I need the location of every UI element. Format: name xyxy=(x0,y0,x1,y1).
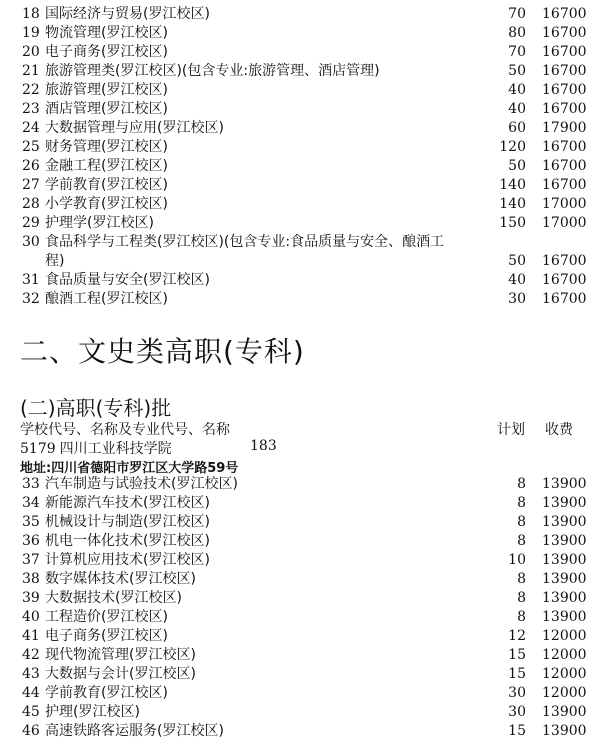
row-number: 40 xyxy=(22,609,40,625)
row-number: 25 xyxy=(22,139,40,155)
tuition-fee: 16700 xyxy=(542,25,587,41)
row-number: 19 xyxy=(22,25,40,41)
tuition-fee: 16700 xyxy=(542,139,587,155)
table-row xyxy=(0,24,600,43)
row-number: 36 xyxy=(22,533,40,549)
plan-count: 140 xyxy=(499,177,526,193)
table-row xyxy=(0,119,600,138)
table-row xyxy=(0,252,600,271)
row-number: 23 xyxy=(22,101,40,117)
table-row xyxy=(0,43,600,62)
row-number: 45 xyxy=(22,704,40,720)
plan-count: 8 xyxy=(517,533,526,549)
tuition-fee: 13900 xyxy=(542,590,587,606)
major-name: 护理学(罗江校区) xyxy=(45,215,154,231)
plan-count: 8 xyxy=(517,495,526,511)
plan-count: 15 xyxy=(508,647,526,663)
plan-count: 50 xyxy=(508,158,526,174)
major-name: 酒店管理(罗江校区) xyxy=(45,101,168,117)
major-name: 机电一体化技术(罗江校区) xyxy=(45,533,210,549)
row-number: 41 xyxy=(22,628,40,644)
row-number: 42 xyxy=(22,647,40,663)
major-name: 旅游管理类(罗江校区)(包含专业:旅游管理、酒店管理) xyxy=(45,63,380,79)
table-row xyxy=(0,665,600,684)
table-row xyxy=(0,589,600,608)
plan-count: 50 xyxy=(508,63,526,79)
table-row xyxy=(0,214,600,233)
major-name: 工程造价(罗江校区) xyxy=(45,609,168,625)
tuition-fee: 16700 xyxy=(542,63,587,79)
tuition-fee: 17000 xyxy=(542,196,587,212)
row-number: 22 xyxy=(22,82,40,98)
tuition-fee: 13900 xyxy=(542,609,587,625)
major-name: 物流管理(罗江校区) xyxy=(45,25,168,41)
tuition-fee: 12000 xyxy=(542,628,587,644)
table-row xyxy=(0,646,600,665)
plan-count: 70 xyxy=(508,44,526,60)
major-name: 高速铁路客运服务(罗江校区) xyxy=(45,723,224,739)
table-row xyxy=(0,551,600,570)
section-title: 二、文史类高职(专科) xyxy=(20,335,305,368)
major-name: 旅游管理(罗江校区) xyxy=(45,82,168,98)
column-header-label: 学校代号、名称及专业代号、名称 xyxy=(20,422,230,438)
major-name: 大数据与会计(罗江校区) xyxy=(45,666,196,682)
row-number: 24 xyxy=(22,120,40,136)
major-name: 机械设计与制造(罗江校区) xyxy=(45,514,210,530)
plan-count: 150 xyxy=(499,215,526,231)
tuition-fee: 13900 xyxy=(542,533,587,549)
major-name: 食品科学与工程类(罗江校区)(包含专业:食品质量与安全、酿酒工 xyxy=(45,234,445,250)
major-name: 计算机应用技术(罗江校区) xyxy=(45,552,210,568)
row-number: 32 xyxy=(22,291,40,307)
table-row xyxy=(0,81,600,100)
table-row xyxy=(0,5,600,24)
table-row xyxy=(0,570,600,589)
major-name: 小学教育(罗江校区) xyxy=(45,196,168,212)
plan-count: 40 xyxy=(508,272,526,288)
plan-count: 120 xyxy=(499,139,526,155)
column-header-plan: 计划 xyxy=(497,422,525,438)
table-row xyxy=(0,233,600,252)
row-number: 44 xyxy=(22,685,40,701)
table-row xyxy=(0,100,600,119)
row-number: 28 xyxy=(22,196,40,212)
table-row xyxy=(0,608,600,627)
tuition-fee: 16700 xyxy=(542,44,587,60)
school-address: 地址:四川省德阳市罗江区大学路59号 xyxy=(20,461,239,476)
major-name: 财务管理(罗江校区) xyxy=(45,139,168,155)
table-row xyxy=(0,684,600,703)
tuition-fee: 16700 xyxy=(542,158,587,174)
table-row xyxy=(0,532,600,551)
table-row xyxy=(0,138,600,157)
tuition-fee: 17900 xyxy=(542,120,587,136)
row-number: 39 xyxy=(22,590,40,606)
plan-count: 80 xyxy=(508,25,526,41)
school-code: 5179 xyxy=(20,441,56,457)
table-row xyxy=(0,513,600,532)
row-number: 18 xyxy=(22,6,40,22)
row-number: 20 xyxy=(22,44,40,60)
table-row xyxy=(0,195,600,214)
tuition-fee: 13900 xyxy=(542,704,587,720)
school-name: 四川工业科技学院 xyxy=(59,441,172,457)
plan-count: 10 xyxy=(508,552,526,568)
row-number: 34 xyxy=(22,495,40,511)
tuition-fee: 13900 xyxy=(542,514,587,530)
major-name: 金融工程(罗江校区) xyxy=(45,158,168,174)
row-number: 21 xyxy=(22,63,40,79)
row-number: 33 xyxy=(22,476,40,492)
plan-count: 8 xyxy=(517,476,526,492)
tuition-fee: 16700 xyxy=(542,177,587,193)
tuition-fee: 13900 xyxy=(542,571,587,587)
row-number: 43 xyxy=(22,666,40,682)
row-number: 29 xyxy=(22,215,40,231)
plan-count: 30 xyxy=(508,685,526,701)
plan-count: 140 xyxy=(499,196,526,212)
plan-count: 50 xyxy=(508,253,526,269)
tuition-fee: 17000 xyxy=(542,215,587,231)
tuition-fee: 12000 xyxy=(542,666,587,682)
plan-count: 40 xyxy=(508,82,526,98)
table-row xyxy=(0,475,600,494)
batch-title: (二)高职(专科)批 xyxy=(20,396,172,420)
tuition-fee: 13900 xyxy=(542,552,587,568)
row-number: 27 xyxy=(22,177,40,193)
table-row xyxy=(0,494,600,513)
plan-count: 12 xyxy=(508,628,526,644)
major-name: 汽车制造与试验技术(罗江校区) xyxy=(45,476,238,492)
plan-count: 8 xyxy=(517,609,526,625)
major-name: 国际经济与贸易(罗江校区) xyxy=(45,6,210,22)
plan-count: 40 xyxy=(508,101,526,117)
major-name: 程) xyxy=(45,253,65,269)
table-row xyxy=(0,62,600,81)
plan-count: 8 xyxy=(517,590,526,606)
plan-count: 30 xyxy=(508,291,526,307)
tuition-fee: 16700 xyxy=(542,253,587,269)
row-number: 37 xyxy=(22,552,40,568)
plan-count: 70 xyxy=(508,6,526,22)
plan-count: 60 xyxy=(508,120,526,136)
major-name: 食品质量与安全(罗江校区) xyxy=(45,272,210,288)
school-line xyxy=(20,438,277,458)
plan-count: 30 xyxy=(508,704,526,720)
row-number: 30 xyxy=(22,234,40,250)
table-row xyxy=(0,271,600,290)
major-name: 数字媒体技术(罗江校区) xyxy=(45,571,196,587)
tuition-fee: 16700 xyxy=(542,82,587,98)
tuition-fee: 13900 xyxy=(542,476,587,492)
major-name: 大数据技术(罗江校区) xyxy=(45,590,182,606)
tuition-fee: 13900 xyxy=(542,495,587,511)
tuition-fee: 13900 xyxy=(542,723,587,739)
row-number: 35 xyxy=(22,514,40,530)
plan-count: 8 xyxy=(517,571,526,587)
tuition-fee: 16700 xyxy=(542,6,587,22)
row-number: 31 xyxy=(22,272,40,288)
major-name: 学前教育(罗江校区) xyxy=(45,177,168,193)
major-name: 电子商务(罗江校区) xyxy=(45,44,168,60)
table-row xyxy=(0,722,600,741)
major-name: 现代物流管理(罗江校区) xyxy=(45,647,196,663)
column-header-fee: 收费 xyxy=(545,422,573,438)
major-name: 电子商务(罗江校区) xyxy=(45,628,168,644)
plan-count: 15 xyxy=(508,666,526,682)
major-name: 新能源汽车技术(罗江校区) xyxy=(45,495,210,511)
table-row xyxy=(0,157,600,176)
table-row xyxy=(0,290,600,309)
major-name: 护理(罗江校区) xyxy=(45,704,140,720)
major-name: 大数据管理与应用(罗江校区) xyxy=(45,120,224,136)
table-row xyxy=(0,703,600,722)
table-row xyxy=(0,176,600,195)
tuition-fee: 12000 xyxy=(542,685,587,701)
school-count: 183 xyxy=(250,438,277,454)
plan-count: 8 xyxy=(517,514,526,530)
plan-count: 15 xyxy=(508,723,526,739)
major-name: 学前教育(罗江校区) xyxy=(45,685,168,701)
row-number: 26 xyxy=(22,158,40,174)
row-number: 46 xyxy=(22,723,40,739)
row-number: 38 xyxy=(22,571,40,587)
tuition-fee: 16700 xyxy=(542,272,587,288)
tuition-fee: 12000 xyxy=(542,647,587,663)
tuition-fee: 16700 xyxy=(542,291,587,307)
tuition-fee: 16700 xyxy=(542,101,587,117)
table-row xyxy=(0,627,600,646)
major-name: 酿酒工程(罗江校区) xyxy=(45,291,168,307)
